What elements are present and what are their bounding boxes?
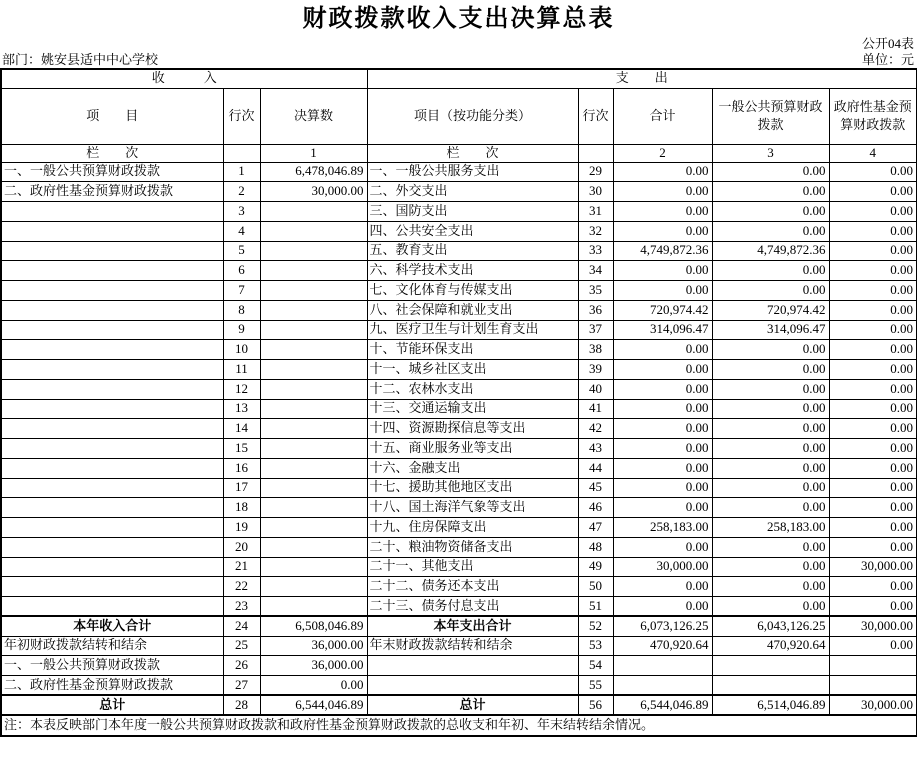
page (0, 2, 917, 757)
income-amount (260, 458, 367, 478)
expense-item: 二、外交支出 (367, 182, 578, 202)
expense-fund (829, 656, 917, 676)
expense-general: 0.00 (712, 597, 829, 617)
expense-fund: 0.00 (829, 221, 917, 241)
income-line-no: 4 (223, 221, 260, 241)
expense-general: 0.00 (712, 498, 829, 518)
income-line-no: 10 (223, 340, 260, 360)
expense-line-no: 51 (578, 597, 613, 617)
col-header-income-item: 项 目 (1, 88, 223, 144)
expense-total: 0.00 (613, 360, 712, 380)
income-line-no: 23 (223, 597, 260, 617)
expense-total: 30,000.00 (613, 557, 712, 577)
income-item (1, 577, 223, 597)
table-row (1, 597, 917, 617)
income-amount (260, 261, 367, 281)
income-item (1, 478, 223, 498)
expense-col-index-total: 2 (613, 144, 712, 162)
expense-item: 总计 (367, 695, 578, 715)
table-row (1, 656, 917, 676)
table-row (1, 221, 917, 241)
income-amount: 6,478,046.89 (260, 162, 367, 182)
expense-section-header: 支 出 (367, 69, 917, 88)
table-row (1, 320, 917, 340)
expense-general: 0.00 (712, 340, 829, 360)
table-row (1, 182, 917, 202)
expense-general: 0.00 (712, 439, 829, 459)
income-amount (260, 379, 367, 399)
table-row (1, 636, 917, 656)
income-section-header: 收 入 (1, 69, 367, 88)
income-line-no: 14 (223, 419, 260, 439)
expense-line-no: 35 (578, 281, 613, 301)
expense-line-no: 42 (578, 419, 613, 439)
income-item (1, 597, 223, 617)
expense-total: 0.00 (613, 537, 712, 557)
income-line-no: 16 (223, 458, 260, 478)
expense-line-no: 46 (578, 498, 613, 518)
table-row (1, 616, 917, 636)
expense-item: 十一、城乡社区支出 (367, 360, 578, 380)
expense-item: 四、公共安全支出 (367, 221, 578, 241)
table-row (1, 162, 917, 182)
expense-line-no: 32 (578, 221, 613, 241)
income-item (1, 281, 223, 301)
income-item (1, 202, 223, 222)
expense-line-no: 48 (578, 537, 613, 557)
expense-fund: 0.00 (829, 518, 917, 538)
expense-item: 二十三、债务付息支出 (367, 597, 578, 617)
table-row (1, 419, 917, 439)
expense-total: 258,183.00 (613, 518, 712, 538)
income-item (1, 518, 223, 538)
income-line-no: 19 (223, 518, 260, 538)
income-amount (260, 419, 367, 439)
expense-total: 4,749,872.36 (613, 241, 712, 261)
income-amount (260, 478, 367, 498)
income-column-index-label: 栏 次 (1, 144, 223, 162)
expense-fund: 0.00 (829, 261, 917, 281)
expense-total: 314,096.47 (613, 320, 712, 340)
expense-fund: 0.00 (829, 636, 917, 656)
expense-general: 0.00 (712, 557, 829, 577)
income-item (1, 261, 223, 281)
expense-general: 314,096.47 (712, 320, 829, 340)
expense-fund: 0.00 (829, 162, 917, 182)
expense-line-no: 44 (578, 458, 613, 478)
col-header-expense-item: 项目（按功能分类） (367, 88, 578, 144)
expense-line-no: 29 (578, 162, 613, 182)
table-row (1, 360, 917, 380)
table-row (1, 577, 917, 597)
income-line-no: 24 (223, 616, 260, 636)
expense-fund: 0.00 (829, 537, 917, 557)
expense-general: 0.00 (712, 281, 829, 301)
income-amount (260, 518, 367, 538)
expense-line-no: 40 (578, 379, 613, 399)
income-line-no: 5 (223, 241, 260, 261)
expense-total: 6,544,046.89 (613, 695, 712, 715)
expense-line-no: 37 (578, 320, 613, 340)
income-item (1, 498, 223, 518)
income-item (1, 379, 223, 399)
expense-item (367, 676, 578, 696)
expense-general: 0.00 (712, 182, 829, 202)
expense-fund: 0.00 (829, 241, 917, 261)
expense-item: 十七、援助其他地区支出 (367, 478, 578, 498)
expense-item: 十五、商业服务业等支出 (367, 439, 578, 459)
page-title: 财政拨款收入支出决算总表 (302, 6, 615, 32)
expense-general: 0.00 (712, 202, 829, 222)
expense-item: 九、医疗卫生与计划生育支出 (367, 320, 578, 340)
expense-fund: 0.00 (829, 458, 917, 478)
expense-total: 0.00 (613, 439, 712, 459)
table-row (1, 202, 917, 222)
income-item: 二、政府性基金预算财政拨款 (1, 676, 223, 696)
table-row (1, 676, 917, 696)
income-amount (260, 577, 367, 597)
expense-item: 六、科学技术支出 (367, 261, 578, 281)
table-row (1, 300, 917, 320)
column-index-row (1, 144, 917, 162)
col-header-expense-general-budget: 一般公共预算财政拨款 (712, 88, 829, 144)
expense-fund: 0.00 (829, 360, 917, 380)
expense-item: 十四、资源勘探信息等支出 (367, 419, 578, 439)
expense-general: 0.00 (712, 261, 829, 281)
expense-total: 0.00 (613, 478, 712, 498)
expense-general: 0.00 (712, 221, 829, 241)
table-row (1, 478, 917, 498)
table-row (1, 518, 917, 538)
expense-fund: 30,000.00 (829, 557, 917, 577)
expense-line-no: 47 (578, 518, 613, 538)
expense-line-no: 39 (578, 360, 613, 380)
income-amount: 0.00 (260, 676, 367, 696)
table-row (1, 241, 917, 261)
income-item: 本年收入合计 (1, 616, 223, 636)
table-row (1, 695, 917, 715)
expense-total: 6,073,126.25 (613, 616, 712, 636)
income-line-no: 2 (223, 182, 260, 202)
expense-general: 6,043,126.25 (712, 616, 829, 636)
expense-fund: 0.00 (829, 182, 917, 202)
income-line-no: 12 (223, 379, 260, 399)
table-row (1, 458, 917, 478)
expense-total: 0.00 (613, 182, 712, 202)
expense-item: 五、教育支出 (367, 241, 578, 261)
expense-general: 0.00 (712, 399, 829, 419)
col-header-expense-total: 合计 (613, 88, 712, 144)
expense-item: 十八、国土海洋气象等支出 (367, 498, 578, 518)
expense-general: 0.00 (712, 360, 829, 380)
expense-item (367, 656, 578, 676)
expense-general: 0.00 (712, 577, 829, 597)
expense-total: 0.00 (613, 498, 712, 518)
income-amount (260, 439, 367, 459)
expense-general (712, 656, 829, 676)
expense-total: 0.00 (613, 340, 712, 360)
expense-item: 二十二、债务还本支出 (367, 577, 578, 597)
expense-line-no: 31 (578, 202, 613, 222)
col-header-expense-gov-fund: 政府性基金预算财政拨款 (829, 88, 917, 144)
expense-item: 八、社会保障和就业支出 (367, 300, 578, 320)
expense-item: 十三、交通运输支出 (367, 399, 578, 419)
section-header-row (1, 69, 917, 88)
table-code: 公开04表 (861, 36, 914, 51)
expense-line-no: 56 (578, 695, 613, 715)
table-row (1, 261, 917, 281)
income-line-no: 15 (223, 439, 260, 459)
income-amount: 6,508,046.89 (260, 616, 367, 636)
expense-line-no: 52 (578, 616, 613, 636)
expense-item: 二十一、其他支出 (367, 557, 578, 577)
expense-general: 720,974.42 (712, 300, 829, 320)
income-item (1, 300, 223, 320)
expense-total: 0.00 (613, 379, 712, 399)
income-amount: 6,544,046.89 (260, 695, 367, 715)
table-row (1, 537, 917, 557)
expense-total: 0.00 (613, 399, 712, 419)
meta-row (0, 51, 917, 68)
income-item (1, 241, 223, 261)
expense-total: 0.00 (613, 261, 712, 281)
expense-fund (829, 676, 917, 696)
expense-column-index-label: 栏 次 (367, 144, 578, 162)
income-line-no: 27 (223, 676, 260, 696)
expense-line-no: 54 (578, 656, 613, 676)
income-item (1, 537, 223, 557)
footnote: 注：本表反映部门本年度一般公共预算财政拨款和政府性基金预算财政拨款的总收支和年初、年末结转结余情况。 (1, 715, 917, 736)
income-line-no: 20 (223, 537, 260, 557)
expense-item: 十六、金融支出 (367, 458, 578, 478)
expense-item: 一、一般公共服务支出 (367, 162, 578, 182)
income-amount (260, 537, 367, 557)
income-item (1, 419, 223, 439)
expense-general (712, 676, 829, 696)
income-line-no: 8 (223, 300, 260, 320)
col-header-income-amount: 决算数 (260, 88, 367, 144)
expense-total: 720,974.42 (613, 300, 712, 320)
income-line-no: 6 (223, 261, 260, 281)
income-amount (260, 241, 367, 261)
income-col-index: 1 (260, 144, 367, 162)
income-item (1, 399, 223, 419)
income-amount (260, 281, 367, 301)
expense-line-no: 30 (578, 182, 613, 202)
expense-fund: 0.00 (829, 320, 917, 340)
expense-fund: 0.00 (829, 281, 917, 301)
income-line-no: 25 (223, 636, 260, 656)
expense-fund: 0.00 (829, 202, 917, 222)
expense-line-no: 53 (578, 636, 613, 656)
table-row (1, 340, 917, 360)
expense-total: 470,920.64 (613, 636, 712, 656)
expense-fund: 0.00 (829, 419, 917, 439)
expense-general: 4,749,872.36 (712, 241, 829, 261)
income-item (1, 221, 223, 241)
department-label: 部门：姚安县适中中心学校 (2, 52, 159, 67)
income-item (1, 360, 223, 380)
income-line-no: 28 (223, 695, 260, 715)
table-row (1, 439, 917, 459)
income-line-no: 9 (223, 320, 260, 340)
expense-line-no: 45 (578, 478, 613, 498)
table-row (1, 399, 917, 419)
expense-line-no: 55 (578, 676, 613, 696)
income-item (1, 439, 223, 459)
income-item (1, 340, 223, 360)
col-header-expense-line: 行次 (578, 88, 613, 144)
expense-general: 0.00 (712, 419, 829, 439)
income-line-no: 3 (223, 202, 260, 222)
income-item: 二、政府性基金预算财政拨款 (1, 182, 223, 202)
income-line-no: 22 (223, 577, 260, 597)
expense-general: 0.00 (712, 458, 829, 478)
table-body (1, 162, 917, 715)
income-line-no: 7 (223, 281, 260, 301)
income-amount: 30,000.00 (260, 182, 367, 202)
expense-fund: 0.00 (829, 439, 917, 459)
expense-fund: 0.00 (829, 498, 917, 518)
expense-line-no: 41 (578, 399, 613, 419)
expense-item: 七、文化体育与传媒支出 (367, 281, 578, 301)
expense-item: 本年支出合计 (367, 616, 578, 636)
expense-total: 0.00 (613, 577, 712, 597)
income-item: 总计 (1, 695, 223, 715)
expense-fund: 0.00 (829, 597, 917, 617)
expense-line-no: 33 (578, 241, 613, 261)
column-header-row (1, 88, 917, 144)
footnote-row (1, 715, 917, 736)
expense-total: 0.00 (613, 419, 712, 439)
expense-line-no: 50 (578, 577, 613, 597)
budget-summary-table (0, 68, 917, 737)
income-line-index-blank (223, 144, 260, 162)
table-row (1, 498, 917, 518)
expense-general: 6,514,046.89 (712, 695, 829, 715)
income-item: 一、一般公共预算财政拨款 (1, 162, 223, 182)
income-line-no: 1 (223, 162, 260, 182)
income-amount (260, 202, 367, 222)
income-amount (260, 300, 367, 320)
table-row (1, 281, 917, 301)
expense-line-no: 49 (578, 557, 613, 577)
expense-item: 年末财政拨款结转和结余 (367, 636, 578, 656)
income-item: 一、一般公共预算财政拨款 (1, 656, 223, 676)
expense-total: 0.00 (613, 202, 712, 222)
expense-item: 二十、粮油物资储备支出 (367, 537, 578, 557)
income-item (1, 458, 223, 478)
income-amount (260, 557, 367, 577)
expense-item: 三、国防支出 (367, 202, 578, 222)
expense-total (613, 676, 712, 696)
expense-line-no: 36 (578, 300, 613, 320)
income-item (1, 557, 223, 577)
expense-line-no: 38 (578, 340, 613, 360)
expense-line-no: 34 (578, 261, 613, 281)
expense-item: 十二、农林水支出 (367, 379, 578, 399)
expense-col-index-general: 3 (712, 144, 829, 162)
income-amount (260, 340, 367, 360)
income-line-no: 26 (223, 656, 260, 676)
income-amount (260, 399, 367, 419)
expense-item: 十、节能环保支出 (367, 340, 578, 360)
expense-general: 470,920.64 (712, 636, 829, 656)
expense-general: 258,183.00 (712, 518, 829, 538)
income-amount (260, 597, 367, 617)
income-amount (260, 498, 367, 518)
expense-line-no: 43 (578, 439, 613, 459)
expense-fund: 0.00 (829, 577, 917, 597)
income-item: 年初财政拨款结转和结余 (1, 636, 223, 656)
income-item (1, 320, 223, 340)
income-amount (260, 360, 367, 380)
col-header-income-line: 行次 (223, 88, 260, 144)
expense-fund: 30,000.00 (829, 695, 917, 715)
expense-total: 0.00 (613, 221, 712, 241)
unit-label: 单位：元 (861, 52, 914, 67)
expense-general: 0.00 (712, 162, 829, 182)
income-line-no: 13 (223, 399, 260, 419)
expense-total (613, 656, 712, 676)
income-amount: 36,000.00 (260, 656, 367, 676)
expense-total: 0.00 (613, 458, 712, 478)
income-amount: 36,000.00 (260, 636, 367, 656)
table-row (1, 557, 917, 577)
income-line-no: 17 (223, 478, 260, 498)
expense-col-index-fund: 4 (829, 144, 917, 162)
expense-line-index-blank (578, 144, 613, 162)
expense-fund: 0.00 (829, 300, 917, 320)
expense-general: 0.00 (712, 478, 829, 498)
table-row (1, 379, 917, 399)
expense-general: 0.00 (712, 537, 829, 557)
income-amount (260, 320, 367, 340)
income-line-no: 11 (223, 360, 260, 380)
expense-fund: 0.00 (829, 340, 917, 360)
income-line-no: 21 (223, 557, 260, 577)
expense-fund: 0.00 (829, 478, 917, 498)
expense-fund: 0.00 (829, 399, 917, 419)
income-amount (260, 221, 367, 241)
expense-item: 十九、住房保障支出 (367, 518, 578, 538)
expense-total: 0.00 (613, 597, 712, 617)
expense-fund: 0.00 (829, 379, 917, 399)
expense-total: 0.00 (613, 281, 712, 301)
expense-total: 0.00 (613, 162, 712, 182)
expense-fund: 30,000.00 (829, 616, 917, 636)
expense-general: 0.00 (712, 379, 829, 399)
income-line-no: 18 (223, 498, 260, 518)
